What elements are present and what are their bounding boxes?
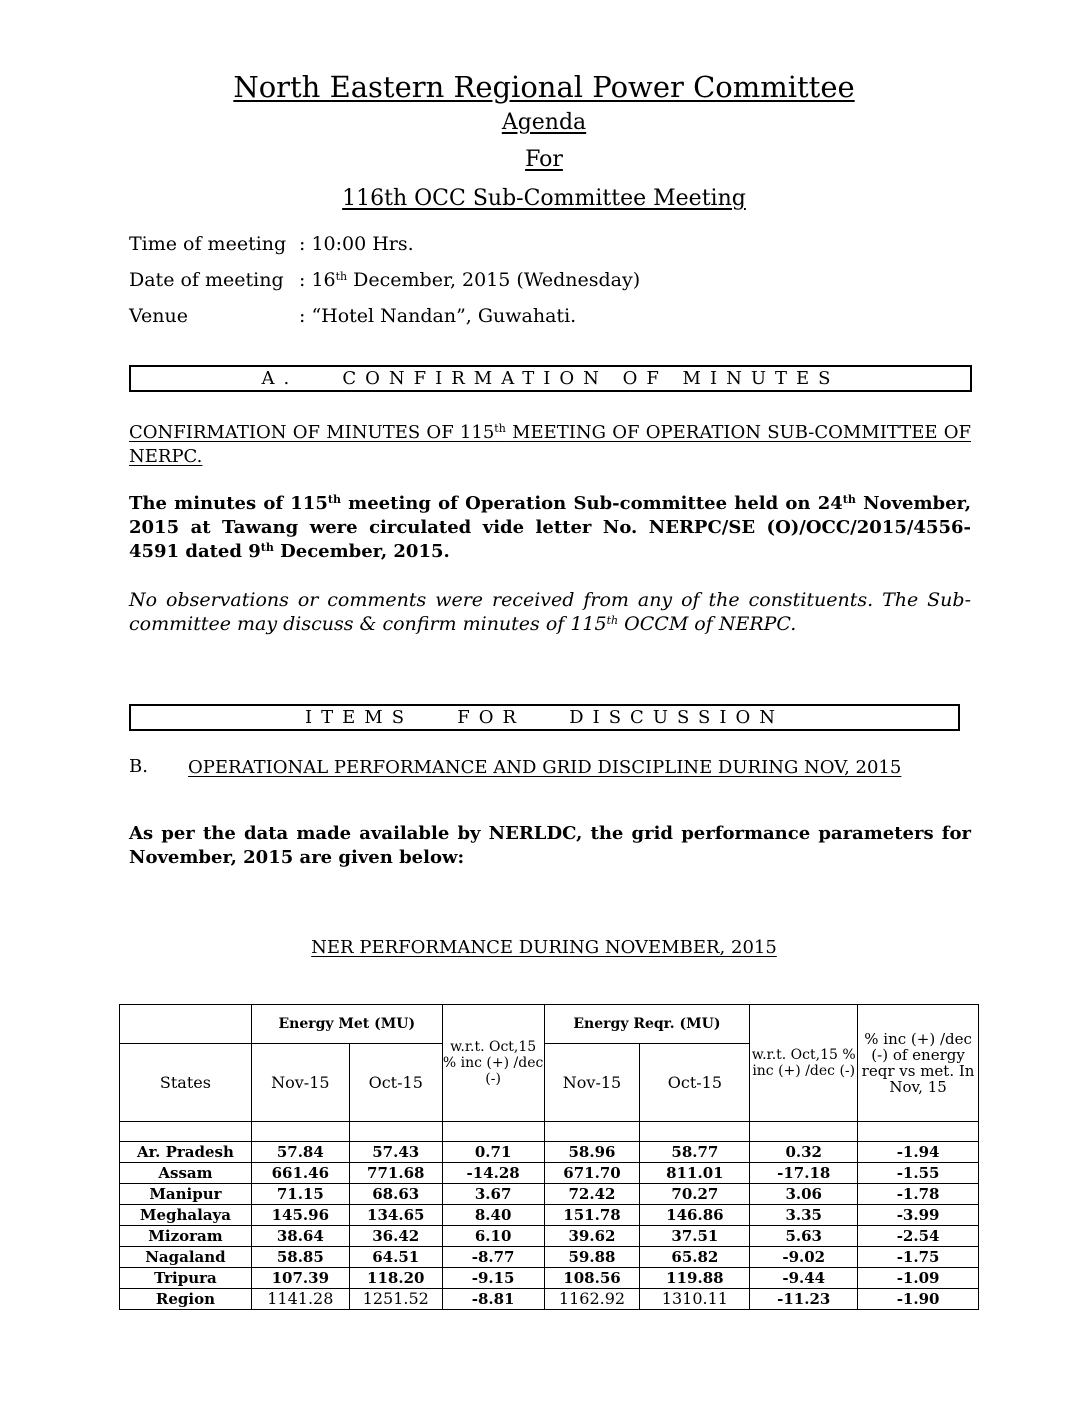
header-energy-reqr: Energy Reqr. (MU) xyxy=(544,1005,750,1044)
header-req-nov: Nov-15 xyxy=(544,1044,640,1122)
section-a-observations-paragraph: No observations or comments were received from any of the constituents. The Sub-committee may discuss & confirm minutes of 115th OCCM of NERPC. xyxy=(129,589,971,635)
header-met-wrt: w.r.t. Oct,15 % inc (+) /dec (-) xyxy=(442,1005,544,1122)
time-of-meeting: Time of meeting : 10:00 Hrs. xyxy=(129,233,414,255)
table-title: NER PERFORMANCE DURING NOVEMBER, 2015 xyxy=(311,937,777,958)
table-row: Assam 661.46 771.68 -14.28 671.70 811.01 -17.18 -1.55 xyxy=(120,1163,979,1184)
section-b-number: B. xyxy=(129,756,148,777)
header-met-nov: Nov-15 xyxy=(251,1044,349,1122)
table-spacer-row xyxy=(120,1122,979,1142)
header-met-oct: Oct-15 xyxy=(349,1044,442,1122)
header-states: States xyxy=(120,1044,252,1122)
header-reqr-vs-met: % inc (+) /dec (-) of energy reqr vs met. In Nov, 15 xyxy=(858,1005,979,1122)
ner-performance-table xyxy=(119,1004,979,1310)
for-heading: For xyxy=(525,147,563,172)
table-row: Meghalaya 145.96 134.65 8.40 151.78 146.86 3.35 -3.99 xyxy=(120,1205,979,1226)
document-title: North Eastern Regional Power Committee xyxy=(233,70,855,104)
header-req-oct: Oct-15 xyxy=(640,1044,750,1122)
header-blank xyxy=(120,1005,252,1044)
header-energy-met: Energy Met (MU) xyxy=(251,1005,442,1044)
section-a-banner: A. CONFIRMATION OF MINUTES xyxy=(129,365,972,392)
table-row: Ar. Pradesh 57.84 57.43 0.71 58.96 58.77 0.32 -1.94 xyxy=(120,1142,979,1163)
venue: Venue : “Hotel Nandan”, Guwahati. xyxy=(129,305,577,327)
section-a-minutes-paragraph: The minutes of 115th meeting of Operation Sub-committee held on 24th November, 2015 at Tawang were circulated vide letter No. NERPC/SE (O)/OCC/2015/4556-4591 dated 9th December, 2015. xyxy=(129,493,972,562)
table-row-region-total: Region 1141.28 1251.52 -8.81 1162.92 1310.11 -11.23 -1.90 xyxy=(120,1289,979,1310)
table-row: Manipur 71.15 68.63 3.67 72.42 70.27 3.06 -1.78 xyxy=(120,1184,979,1205)
items-for-discussion-banner: ITEMS FOR DISCUSSION xyxy=(129,704,960,731)
agenda-heading: Agenda xyxy=(501,110,587,135)
section-b-intro: As per the data made available by NERLDC, the grid performance parameters for November, 2015 are given below: xyxy=(129,823,971,868)
table-row: Mizoram 38.64 36.42 6.10 39.62 37.51 5.63 -2.54 xyxy=(120,1226,979,1247)
table-row: Tripura 107.39 118.20 -9.15 108.56 119.88 -9.44 -1.09 xyxy=(120,1268,979,1289)
table-row: Nagaland 58.85 64.51 -8.77 59.88 65.82 -9.02 -1.75 xyxy=(120,1247,979,1268)
meeting-heading: 116th OCC Sub-Committee Meeting xyxy=(342,186,746,211)
date-of-meeting: Date of meeting : 16th December, 2015 (Wednesday) xyxy=(129,269,641,291)
section-b-title: OPERATIONAL PERFORMANCE AND GRID DISCIPLINE DURING NOV, 2015 xyxy=(188,757,902,778)
header-reqr-wrt: w.r.t. Oct,15 % inc (+) /dec (-) xyxy=(750,1005,858,1122)
section-a-heading: CONFIRMATION OF MINUTES OF 115th MEETING OF OPERATION SUB-COMMITTEE OF NERPC. xyxy=(129,422,971,467)
